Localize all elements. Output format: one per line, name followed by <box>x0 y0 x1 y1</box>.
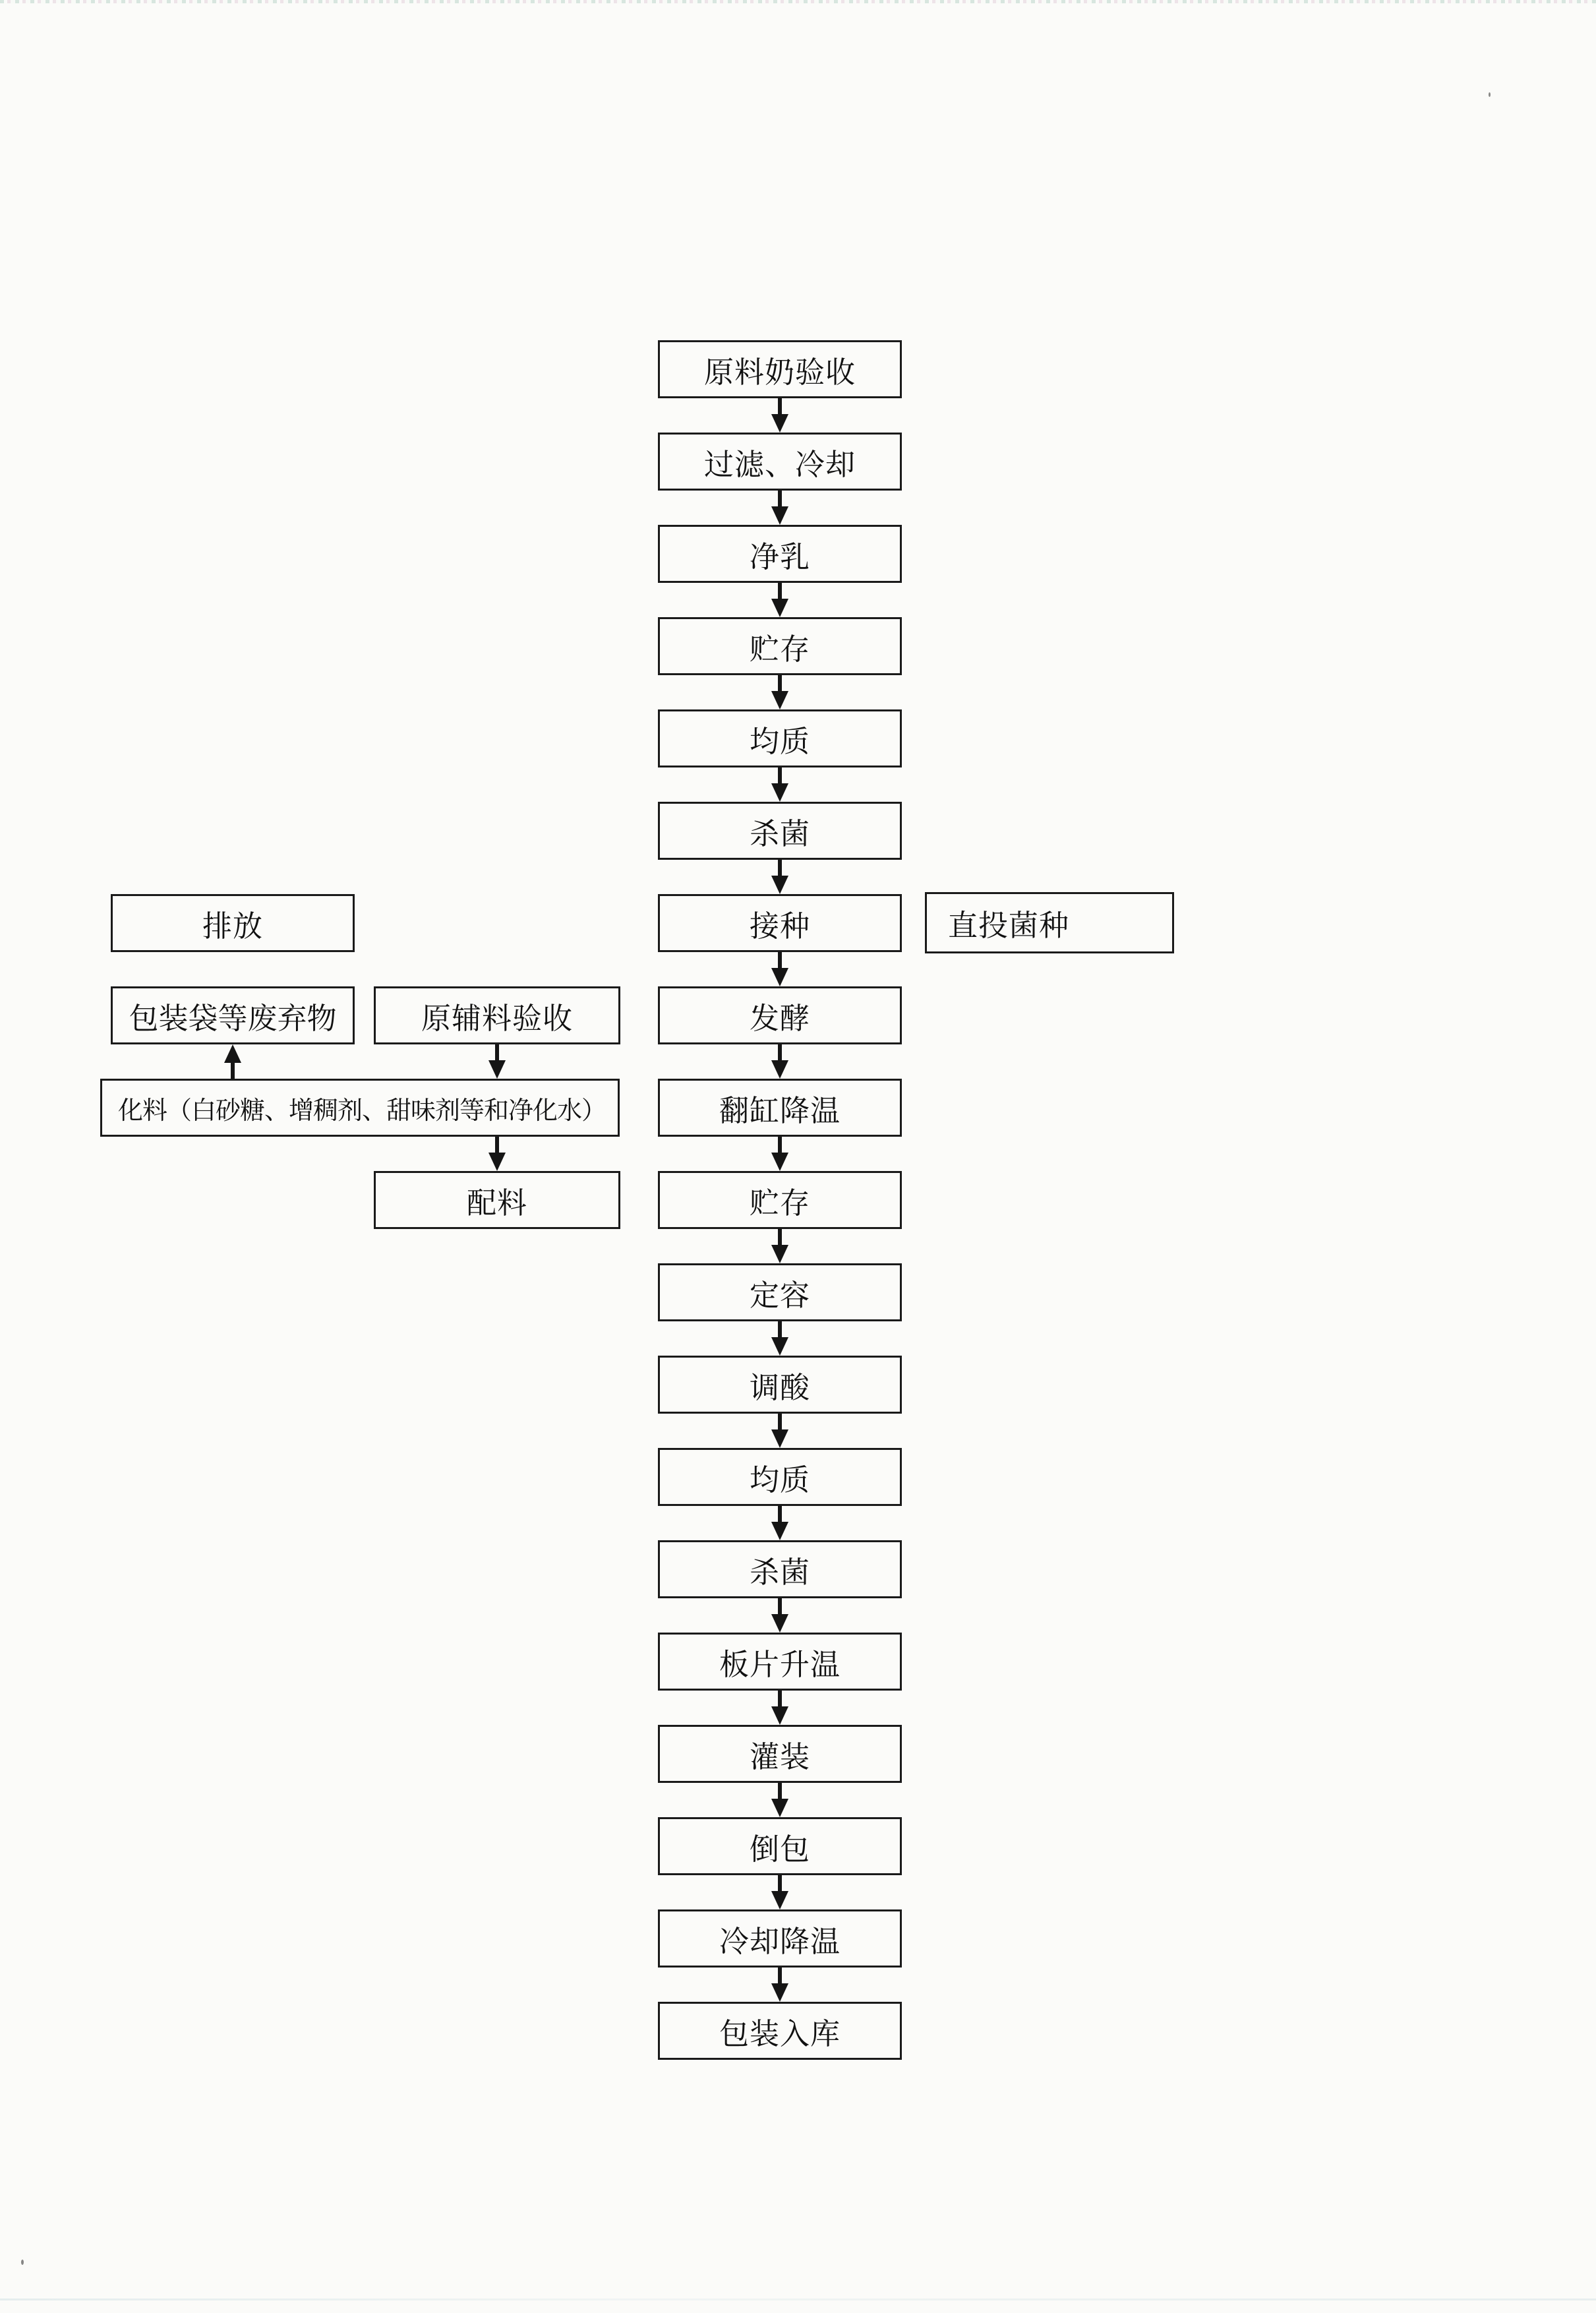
arrow-down-icon <box>771 1137 788 1171</box>
flow-node-pack-inverting: 倒包 <box>658 1817 902 1875</box>
flow-node-milk-clarification: 净乳 <box>658 525 902 583</box>
flow-node-cooling-down: 冷却降温 <box>658 1909 902 1968</box>
arrow-down-icon <box>771 952 788 986</box>
scan-edge-artifact-top <box>0 0 1596 3</box>
flow-node-homogenization-1: 均质 <box>658 709 902 767</box>
flow-node-homogenization-2: 均质 <box>658 1448 902 1506</box>
flow-node-plate-heating: 板片升温 <box>658 1633 902 1691</box>
flow-node-fermentation: 发酵 <box>658 986 902 1044</box>
flow-node-batching: 配料 <box>374 1171 620 1229</box>
arrow-down-icon <box>771 1414 788 1448</box>
flow-node-tank-transfer-cooling: 翻缸降温 <box>658 1079 902 1137</box>
arrow-down-icon <box>771 491 788 525</box>
arrow-down-icon <box>771 1506 788 1540</box>
flow-node-sterilization-2: 杀菌 <box>658 1540 902 1598</box>
arrow-down-icon <box>771 583 788 617</box>
flow-node-discharge: 排放 <box>111 894 355 952</box>
arrow-down-icon <box>771 767 788 802</box>
arrow-down-icon <box>771 1691 788 1725</box>
arrow-down-icon <box>771 1044 788 1079</box>
scan-edge-artifact-bottom <box>0 2298 1596 2300</box>
flow-node-direct-vat-culture: 直投菌种 <box>925 892 1174 953</box>
arrow-down-icon <box>771 1229 788 1263</box>
flow-node-volume-fixing: 定容 <box>658 1263 902 1321</box>
arrow-down-icon <box>771 1875 788 1909</box>
flow-node-raw-milk-acceptance: 原料奶验收 <box>658 340 902 398</box>
arrow-down-icon <box>771 1598 788 1633</box>
arrow-down-icon <box>771 1968 788 2002</box>
flow-node-filter-cooling: 过滤、冷却 <box>658 433 902 491</box>
flow-node-material-dissolving: 化料（白砂糖、增稠剂、甜味剂等和净化水） <box>100 1079 620 1137</box>
flow-node-raw-aux-acceptance: 原辅料验收 <box>374 986 620 1044</box>
arrow-down-icon <box>771 1783 788 1817</box>
arrow-down-icon <box>771 1321 788 1356</box>
flow-node-acid-adjustment: 调酸 <box>658 1356 902 1414</box>
flow-node-inoculation: 接种 <box>658 894 902 952</box>
scan-speck <box>1489 92 1491 97</box>
flow-node-packing-warehousing: 包装入库 <box>658 2002 902 2060</box>
flow-node-storage-2: 贮存 <box>658 1171 902 1229</box>
flow-node-storage-1: 贮存 <box>658 617 902 675</box>
flow-node-packaging-waste: 包装袋等废弃物 <box>111 986 355 1044</box>
arrow-down-icon <box>488 1137 506 1171</box>
arrow-up-icon <box>224 1044 241 1079</box>
scan-speck <box>21 2260 24 2265</box>
arrow-down-icon <box>488 1044 506 1079</box>
arrow-down-icon <box>771 675 788 709</box>
flow-node-filling: 灌装 <box>658 1725 902 1783</box>
arrow-down-icon <box>771 398 788 433</box>
arrow-down-icon <box>771 860 788 894</box>
flow-node-sterilization-1: 杀菌 <box>658 802 902 860</box>
